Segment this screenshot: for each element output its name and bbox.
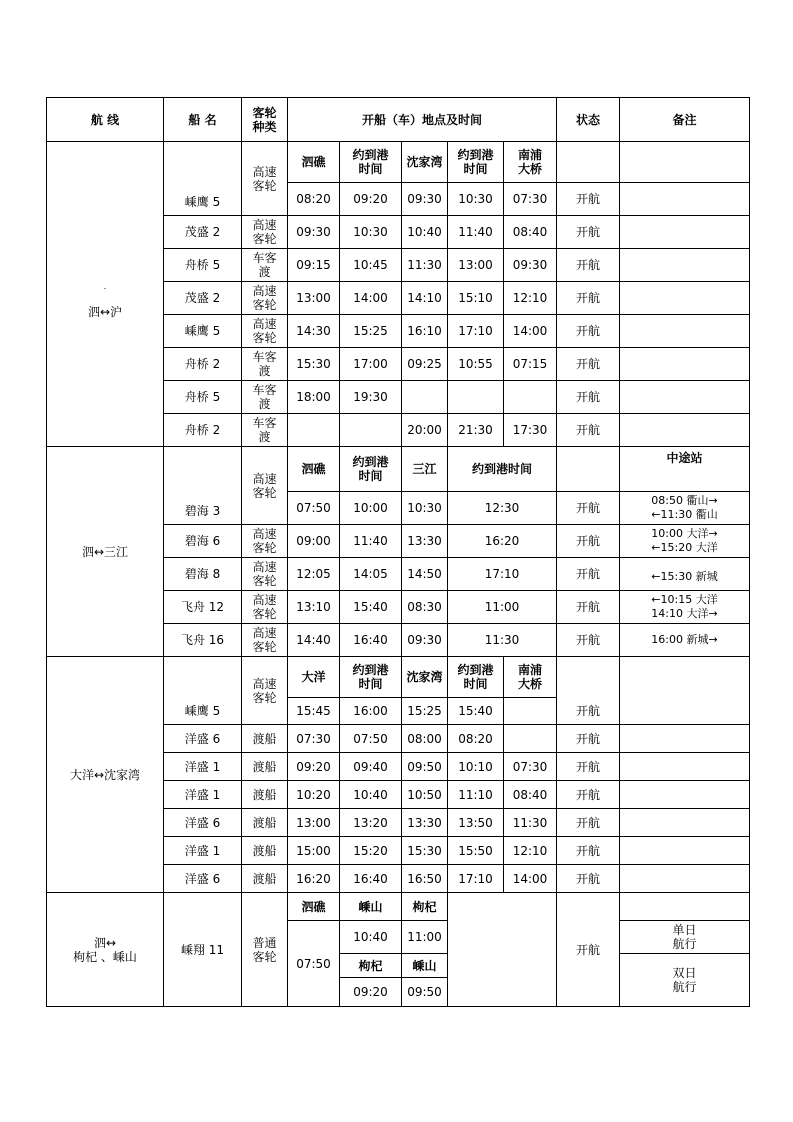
table-cell-time: 10:20 bbox=[288, 781, 340, 809]
table-cell-note bbox=[620, 183, 750, 216]
table-cell-time: 12:10 bbox=[504, 837, 557, 865]
table-cell-type: 渡船 bbox=[242, 725, 288, 753]
table-cell-note bbox=[620, 809, 750, 837]
table-cell-time: 09:50 bbox=[402, 978, 448, 1007]
table-cell-time bbox=[504, 381, 557, 414]
table-cell-note: 单日 航行 bbox=[620, 921, 750, 954]
table-cell-time: 15:10 bbox=[448, 282, 504, 315]
table-cell-status: 开航 bbox=[557, 657, 620, 725]
table-cell-time: 09:25 bbox=[402, 348, 448, 381]
table-cell-status: 开航 bbox=[557, 558, 620, 591]
table-cell-type: 高速 客轮 bbox=[242, 525, 288, 558]
table-cell-time: 10:40 bbox=[340, 921, 402, 954]
table-cell bbox=[620, 142, 750, 183]
table-cell-time: 09:40 bbox=[340, 753, 402, 781]
table-cell-status: 开航 bbox=[557, 216, 620, 249]
table-cell-time: 17:10 bbox=[448, 865, 504, 893]
table-cell-time: 15:25 bbox=[340, 315, 402, 348]
sec4-row-1 bbox=[47, 893, 750, 921]
table-cell-status: 开航 bbox=[557, 525, 620, 558]
table-cell-ship: 碧海 6 bbox=[164, 525, 242, 558]
table-cell-note bbox=[620, 315, 750, 348]
col-header: 沈家湾 bbox=[402, 657, 448, 698]
table-cell-time: 16:20 bbox=[288, 865, 340, 893]
table-cell-ship: 洋盛 6 bbox=[164, 865, 242, 893]
table-cell-time: 10:40 bbox=[340, 781, 402, 809]
table-cell-time: 14:50 bbox=[402, 558, 448, 591]
table-cell-note: 双日 航行 bbox=[620, 954, 750, 1007]
table-cell-status: 开航 bbox=[557, 781, 620, 809]
table-cell-time: 16:40 bbox=[340, 865, 402, 893]
table-cell-time: 14:00 bbox=[340, 282, 402, 315]
table-cell-time: 10:00 bbox=[340, 492, 402, 525]
col-header: 泗礁 bbox=[288, 447, 340, 492]
table-cell-note bbox=[620, 893, 750, 921]
table-cell-time: 15:30 bbox=[288, 348, 340, 381]
col-header: 三江 bbox=[402, 447, 448, 492]
table-cell-time: 11:00 bbox=[448, 591, 557, 624]
table-cell-time: 07:30 bbox=[504, 753, 557, 781]
table-cell-time: 15:40 bbox=[448, 698, 504, 725]
table-cell-type: 渡船 bbox=[242, 753, 288, 781]
table-cell-ship: 茂盛 2 bbox=[164, 216, 242, 249]
table-cell bbox=[557, 447, 620, 492]
table-cell-type: 渡船 bbox=[242, 781, 288, 809]
table-cell-time: 07:15 bbox=[504, 348, 557, 381]
table-cell-note bbox=[620, 381, 750, 414]
table-cell-ship: 嵊鹰 5 bbox=[164, 657, 242, 725]
header-note: 备注 bbox=[620, 98, 750, 142]
table-cell-time: 09:20 bbox=[340, 183, 402, 216]
table-cell-status: 开航 bbox=[557, 315, 620, 348]
table-cell-time: 14:00 bbox=[504, 315, 557, 348]
col-header: 泗礁 bbox=[288, 142, 340, 183]
table-cell-ship: 飞舟 12 bbox=[164, 591, 242, 624]
table-cell bbox=[448, 893, 557, 1007]
sec4-route: 泗↔ 枸杞 、嵊山 bbox=[47, 893, 164, 1007]
table-cell-time: 11:30 bbox=[504, 809, 557, 837]
header-row bbox=[47, 98, 750, 142]
table-cell-note bbox=[620, 865, 750, 893]
table-cell-time: 10:30 bbox=[340, 216, 402, 249]
table-cell-type: 渡船 bbox=[242, 865, 288, 893]
table-cell-note bbox=[620, 414, 750, 447]
table-cell-time: 16:10 bbox=[402, 315, 448, 348]
table-cell-time bbox=[448, 381, 504, 414]
table-cell-note: 16:00 新城→ bbox=[620, 624, 750, 657]
table-cell-time: 17:10 bbox=[448, 558, 557, 591]
table-cell-time: 15:40 bbox=[340, 591, 402, 624]
table-cell-time: 07:50 bbox=[340, 725, 402, 753]
table-cell-note bbox=[620, 781, 750, 809]
table-cell-time: 09:00 bbox=[288, 525, 340, 558]
table-cell-ship: 飞舟 16 bbox=[164, 624, 242, 657]
table-cell-status: 开航 bbox=[557, 249, 620, 282]
table-cell-status: 开航 bbox=[557, 624, 620, 657]
table-cell-time: 15:30 bbox=[402, 837, 448, 865]
table-cell-type: 车客 渡 bbox=[242, 381, 288, 414]
table-cell-status: 开航 bbox=[557, 591, 620, 624]
table-cell-note bbox=[620, 216, 750, 249]
table-cell-time: 16:20 bbox=[448, 525, 557, 558]
sec1-subheader-row bbox=[47, 142, 750, 183]
table-cell-type: 车客 渡 bbox=[242, 249, 288, 282]
table-cell-time: 12:10 bbox=[504, 282, 557, 315]
table-cell-ship: 嵊鹰 5 bbox=[164, 315, 242, 348]
col-header: 泗礁 bbox=[288, 893, 340, 921]
table-cell-note: ←15:30 新城 bbox=[620, 558, 750, 591]
table-cell-status: 开航 bbox=[557, 893, 620, 1007]
table-cell-ship: 嵊鹰 5 bbox=[164, 142, 242, 216]
table-cell-time: 13:10 bbox=[288, 591, 340, 624]
table-cell-ship: 洋盛 1 bbox=[164, 837, 242, 865]
table-cell-time: 08:20 bbox=[448, 725, 504, 753]
table-cell-note bbox=[620, 282, 750, 315]
table-cell-time: 13:00 bbox=[288, 282, 340, 315]
table-cell bbox=[557, 142, 620, 183]
table-cell-time: 18:00 bbox=[288, 381, 340, 414]
table-cell-type: 高速 客轮 bbox=[242, 282, 288, 315]
table-cell-type: 高速 客轮 bbox=[242, 447, 288, 525]
table-cell-time: 08:30 bbox=[402, 591, 448, 624]
table-cell-type: 渡船 bbox=[242, 809, 288, 837]
col-header: 南浦 大桥 bbox=[504, 657, 557, 698]
table-cell-status: 开航 bbox=[557, 865, 620, 893]
sec2-route: 泗↔三江 bbox=[47, 447, 164, 657]
table-cell-time: 17:00 bbox=[340, 348, 402, 381]
table-cell-time: 17:30 bbox=[504, 414, 557, 447]
table-cell-ship: 嵊翔 11 bbox=[164, 893, 242, 1007]
table-cell-ship: 洋盛 6 bbox=[164, 809, 242, 837]
table-cell-status: 开航 bbox=[557, 492, 620, 525]
table-cell-type: 车客 渡 bbox=[242, 414, 288, 447]
table-cell-ship: 洋盛 1 bbox=[164, 753, 242, 781]
table-cell-time: 10:10 bbox=[448, 753, 504, 781]
col-header: 枸杞 bbox=[402, 893, 448, 921]
table-cell-type: 高速 客轮 bbox=[242, 624, 288, 657]
table-cell-status: 开航 bbox=[557, 414, 620, 447]
table-cell-note bbox=[620, 753, 750, 781]
table-cell-time: 13:30 bbox=[402, 809, 448, 837]
col-header: 约到港 时间 bbox=[448, 657, 504, 698]
table-cell-time: 13:00 bbox=[448, 249, 504, 282]
table-cell-time: 16:50 bbox=[402, 865, 448, 893]
col-header: 约到港 时间 bbox=[448, 142, 504, 183]
table-cell-time: 13:20 bbox=[340, 809, 402, 837]
table-cell-time: 11:10 bbox=[448, 781, 504, 809]
table-cell-note: 08:50 衢山→ ←11:30 衢山 bbox=[620, 492, 750, 525]
table-cell-time: 20:00 bbox=[402, 414, 448, 447]
table-cell-time: 19:30 bbox=[340, 381, 402, 414]
table-cell-time: 09:20 bbox=[288, 753, 340, 781]
table-cell-note: 10:00 大洋→ ←15:20 大洋 bbox=[620, 525, 750, 558]
table-cell-time: 07:50 bbox=[288, 492, 340, 525]
table-cell-time: 09:30 bbox=[288, 216, 340, 249]
col-header: 沈家湾 bbox=[402, 142, 448, 183]
table-cell-time: 08:40 bbox=[504, 781, 557, 809]
table-cell-time: 09:50 bbox=[402, 753, 448, 781]
table-cell-ship: 茂盛 2 bbox=[164, 282, 242, 315]
table-cell-time: 14:05 bbox=[340, 558, 402, 591]
table-cell-time: 10:55 bbox=[448, 348, 504, 381]
table-cell-time: 11:40 bbox=[340, 525, 402, 558]
table-cell-time: 09:15 bbox=[288, 249, 340, 282]
table-cell-time bbox=[340, 414, 402, 447]
table-cell-type: 高速 客轮 bbox=[242, 142, 288, 216]
ferry-schedule-table bbox=[46, 97, 750, 1007]
table-cell-time: 16:00 bbox=[340, 698, 402, 725]
table-cell-time: 07:30 bbox=[504, 183, 557, 216]
table-cell-status: 开航 bbox=[557, 282, 620, 315]
col-header: 嵊山 bbox=[340, 893, 402, 921]
sec1-route-label: 泗↔沪 bbox=[87, 305, 123, 319]
table-cell-note: ←10:15 大洋 14:10 大洋→ bbox=[620, 591, 750, 624]
table-cell-status: 开航 bbox=[557, 837, 620, 865]
table-cell-ship: 碧海 3 bbox=[164, 447, 242, 525]
table-cell-ship: 舟桥 2 bbox=[164, 414, 242, 447]
table-cell-time: 16:40 bbox=[340, 624, 402, 657]
table-cell-ship: 洋盛 1 bbox=[164, 781, 242, 809]
table-cell-time: 14:30 bbox=[288, 315, 340, 348]
table-cell-time: 10:30 bbox=[402, 492, 448, 525]
note-header: 中途站 bbox=[620, 447, 750, 492]
table-cell-time: 14:40 bbox=[288, 624, 340, 657]
table-cell-note bbox=[620, 657, 750, 725]
table-cell-time: 21:30 bbox=[448, 414, 504, 447]
sec3-subheader-row bbox=[47, 657, 750, 698]
col-header: 约到港 时间 bbox=[340, 142, 402, 183]
sec3-route: 大洋↔沈家湾 bbox=[47, 657, 164, 893]
table-cell-type: 车客 渡 bbox=[242, 348, 288, 381]
table-cell-time: 07:50 bbox=[288, 921, 340, 1007]
table-cell-type: 普通 客轮 bbox=[242, 893, 288, 1007]
header-departures: 开船（车）地点及时间 bbox=[288, 98, 557, 142]
table-cell-time: 13:00 bbox=[288, 809, 340, 837]
table-cell-time: 08:40 bbox=[504, 216, 557, 249]
col-header: 大洋 bbox=[288, 657, 340, 698]
table-cell-time bbox=[504, 698, 557, 725]
table-cell-time: 08:20 bbox=[288, 183, 340, 216]
header-type: 客轮 种类 bbox=[242, 98, 288, 142]
header-status: 状态 bbox=[557, 98, 620, 142]
table-cell-ship: 舟桥 2 bbox=[164, 348, 242, 381]
table-cell-status: 开航 bbox=[557, 809, 620, 837]
table-cell-time bbox=[288, 414, 340, 447]
table-cell-time: 12:05 bbox=[288, 558, 340, 591]
table-cell-time: 14:10 bbox=[402, 282, 448, 315]
table-cell-time: 10:30 bbox=[448, 183, 504, 216]
table-cell-time: 15:50 bbox=[448, 837, 504, 865]
table-cell-time: 11:00 bbox=[402, 921, 448, 954]
table-cell-time: 15:45 bbox=[288, 698, 340, 725]
table-cell-status: 开航 bbox=[557, 753, 620, 781]
table-cell-type: 高速 客轮 bbox=[242, 558, 288, 591]
col-header: 约到港 时间 bbox=[340, 657, 402, 698]
table-cell-ship: 洋盛 6 bbox=[164, 725, 242, 753]
table-cell-time: 07:30 bbox=[288, 725, 340, 753]
col-header: 南浦 大桥 bbox=[504, 142, 557, 183]
table-cell-status: 开航 bbox=[557, 725, 620, 753]
table-cell-status: 开航 bbox=[557, 381, 620, 414]
table-cell-time bbox=[402, 381, 448, 414]
table-cell-status: 开航 bbox=[557, 183, 620, 216]
header-route: 航 线 bbox=[47, 98, 164, 142]
table-cell-note bbox=[620, 837, 750, 865]
table-cell-type: 高速 客轮 bbox=[242, 657, 288, 725]
table-cell-time bbox=[504, 725, 557, 753]
header-ship: 船 名 bbox=[164, 98, 242, 142]
table-cell-time: 08:00 bbox=[402, 725, 448, 753]
table-cell-time: 11:30 bbox=[448, 624, 557, 657]
table-cell-type: 高速 客轮 bbox=[242, 591, 288, 624]
table-cell-time: 11:40 bbox=[448, 216, 504, 249]
table-cell-time: 15:20 bbox=[340, 837, 402, 865]
table-cell-time: 12:30 bbox=[448, 492, 557, 525]
table-cell-ship: 舟桥 5 bbox=[164, 249, 242, 282]
table-cell-time: 15:00 bbox=[288, 837, 340, 865]
table-cell-ship: 舟桥 5 bbox=[164, 381, 242, 414]
table-cell-type: 高速 客轮 bbox=[242, 216, 288, 249]
table-cell-time: 09:30 bbox=[504, 249, 557, 282]
table-cell-type: 高速 客轮 bbox=[242, 315, 288, 348]
table-cell-time: 09:20 bbox=[340, 978, 402, 1007]
table-cell-note bbox=[620, 725, 750, 753]
col-header: 约到港时间 bbox=[448, 447, 557, 492]
table-cell-type: 渡船 bbox=[242, 837, 288, 865]
table-cell-ship: 碧海 8 bbox=[164, 558, 242, 591]
table-cell-time: 09:30 bbox=[402, 183, 448, 216]
sec1-mark: . bbox=[103, 282, 107, 291]
table-cell-time: 13:30 bbox=[402, 525, 448, 558]
col-header: 约到港 时间 bbox=[340, 447, 402, 492]
table-cell-status: 开航 bbox=[557, 348, 620, 381]
table-cell-time: 10:45 bbox=[340, 249, 402, 282]
table-cell-time: 13:50 bbox=[448, 809, 504, 837]
table-cell-time: 17:10 bbox=[448, 315, 504, 348]
sec2-subheader-row bbox=[47, 447, 750, 492]
table-cell-note bbox=[620, 249, 750, 282]
table-cell-time: 15:25 bbox=[402, 698, 448, 725]
col-header: 枸杞 bbox=[340, 954, 402, 978]
sec1-route bbox=[47, 142, 164, 447]
table-cell-time: 09:30 bbox=[402, 624, 448, 657]
table-cell-note bbox=[620, 348, 750, 381]
table-cell-time: 10:50 bbox=[402, 781, 448, 809]
col-header: 嵊山 bbox=[402, 954, 448, 978]
table-cell-time: 14:00 bbox=[504, 865, 557, 893]
table-cell-time: 11:30 bbox=[402, 249, 448, 282]
table-cell-time: 10:40 bbox=[402, 216, 448, 249]
